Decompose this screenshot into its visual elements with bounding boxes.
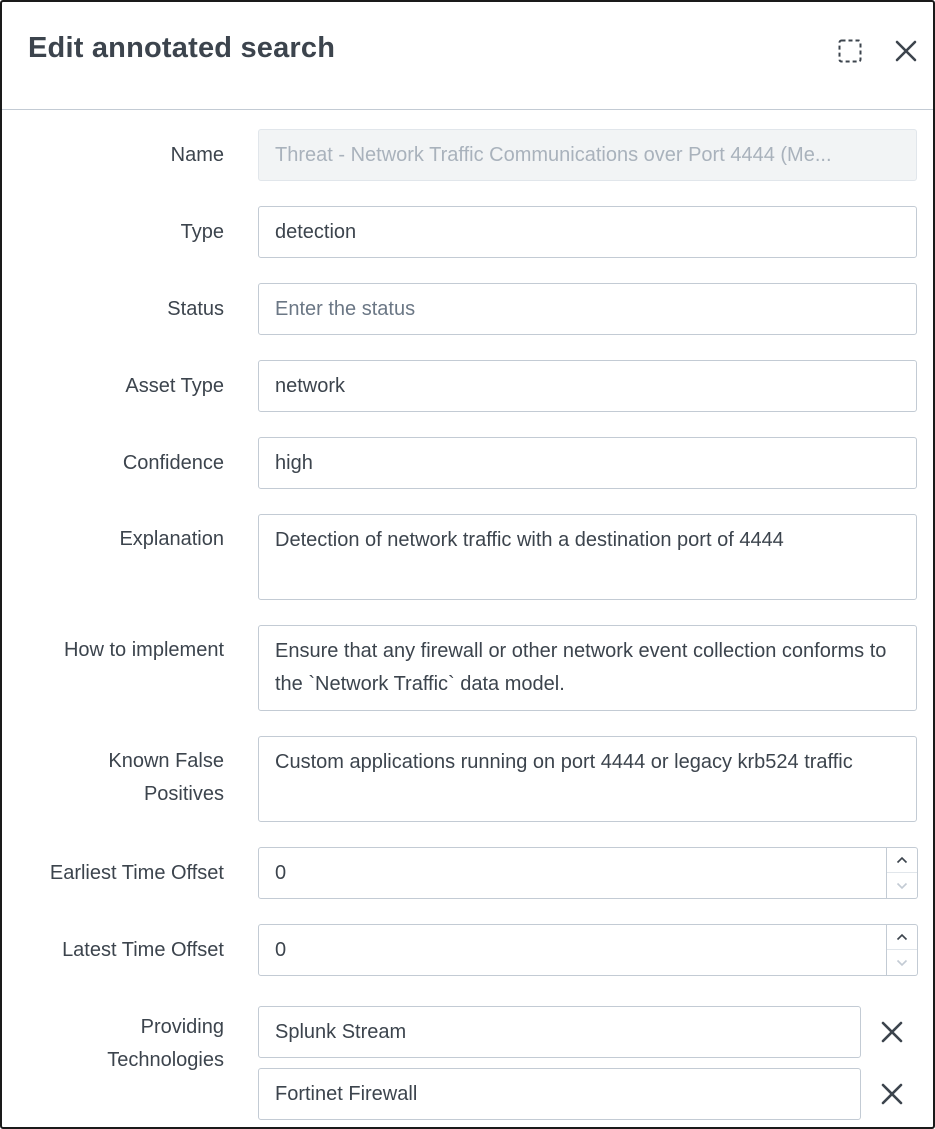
known-false-positives-textarea[interactable]: [258, 736, 917, 822]
chevron-up-icon: [896, 856, 908, 864]
status-placeholder: Enter the status: [275, 297, 416, 320]
name-field: [258, 129, 917, 181]
earliest-time-offset-label: Earliest Time Offset: [49, 862, 224, 884]
explanation-value: Detection of network traffic with a destination port of 4444: [275, 529, 784, 551]
latest-increment-button[interactable]: [887, 925, 917, 950]
earliest-time-offset-spinner: [887, 847, 918, 899]
status-label: Status: [167, 298, 224, 320]
confidence-label: Confidence: [122, 452, 224, 474]
providing-technology-value: Fortinet Firewall: [275, 1082, 418, 1105]
name-label: Name: [170, 144, 224, 166]
type-input[interactable]: [258, 206, 917, 258]
latest-time-offset-spinner: [887, 924, 918, 976]
close-icon: [881, 1021, 903, 1043]
chevron-down-icon: [896, 959, 908, 967]
confidence-input[interactable]: [258, 437, 917, 489]
close-button[interactable]: [891, 36, 921, 66]
providing-technologies-label-line1: Providing: [140, 1016, 224, 1038]
latest-time-offset-input[interactable]: [258, 924, 887, 976]
asset-type-label: Asset Type: [125, 375, 224, 397]
close-icon: [881, 1083, 903, 1105]
how-to-implement-textarea[interactable]: [258, 625, 917, 711]
latest-decrement-button[interactable]: [887, 950, 917, 975]
modal-header: [2, 2, 933, 110]
providing-technology-input[interactable]: [258, 1068, 861, 1120]
known-false-positives-value: Custom applications running on port 4444 or legacy krb524 traffic: [275, 751, 853, 773]
maximize-button[interactable]: [835, 36, 865, 66]
earliest-time-offset-value: 0: [275, 861, 287, 884]
known-false-positives-label: [2, 745, 224, 811]
type-label: Type: [180, 221, 224, 243]
how-to-implement-value: Ensure that any firewall or other network event collection conforms to the `Network Traffic` data model.: [275, 640, 887, 695]
name-value: Threat - Network Traffic Communications over Port 4444 (Me...: [275, 143, 832, 166]
providing-technology-input[interactable]: [258, 1006, 861, 1058]
confidence-value: high: [275, 451, 313, 474]
chevron-down-icon: [896, 882, 908, 890]
explanation-label: Explanation: [119, 528, 224, 550]
earliest-increment-button[interactable]: [887, 848, 917, 873]
modal-title: Edit annotated search: [28, 32, 336, 64]
type-value: detection: [275, 220, 357, 243]
close-icon: [894, 39, 918, 63]
earliest-time-offset-input[interactable]: [258, 847, 887, 899]
latest-time-offset-value: 0: [275, 938, 287, 961]
providing-technologies-label: [2, 1011, 224, 1077]
earliest-decrement-button[interactable]: [887, 873, 917, 898]
known-false-positives-label-line1: Known False: [108, 750, 224, 772]
status-input[interactable]: [258, 283, 917, 335]
chevron-up-icon: [896, 933, 908, 941]
remove-technology-button[interactable]: [876, 1016, 908, 1048]
latest-time-offset-label: Latest Time Offset: [62, 939, 224, 961]
providing-technology-value: Splunk Stream: [275, 1020, 407, 1043]
maximize-icon: [837, 38, 863, 64]
remove-technology-button[interactable]: [876, 1078, 908, 1110]
providing-technologies-label-line2: Technologies: [107, 1049, 224, 1071]
explanation-textarea[interactable]: [258, 514, 917, 600]
known-false-positives-label-line2: Positives: [143, 783, 224, 805]
asset-type-input[interactable]: [258, 360, 917, 412]
how-to-implement-label: How to implement: [63, 639, 224, 661]
asset-type-value: network: [275, 374, 346, 397]
